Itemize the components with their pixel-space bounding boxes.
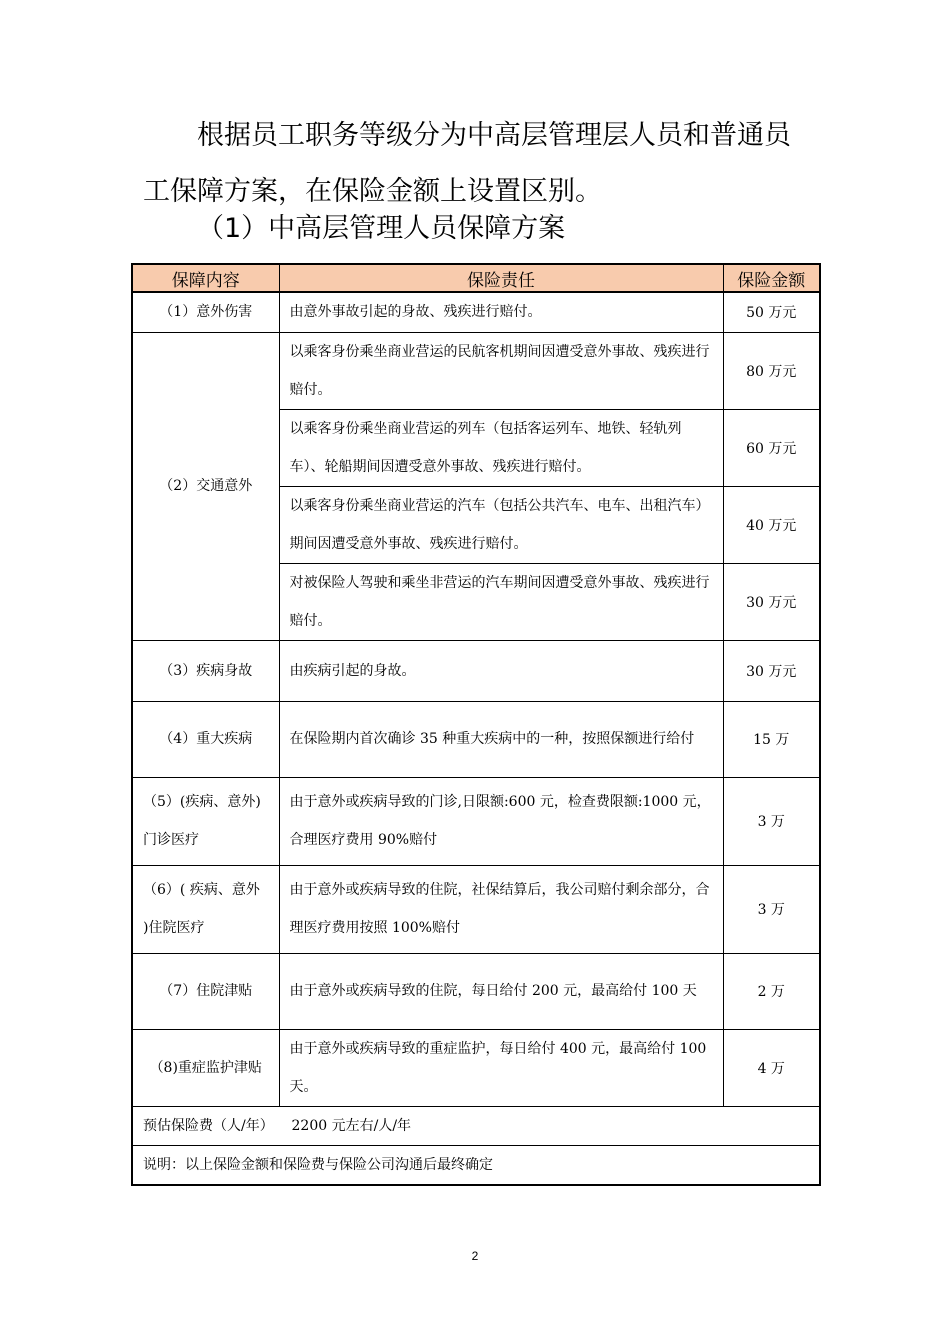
table-row	[132, 640, 820, 701]
header-amount: 保险金额	[723, 264, 820, 292]
amount-cell: 30 万元	[723, 640, 820, 701]
liability-cell: 由于意外或疾病导致的重症监护，每日给付 400 元，最高给付 100 天。	[279, 1029, 723, 1106]
header-coverage-item: 保障内容	[132, 264, 279, 292]
intro-text: 根据员工职务等级分为中高层管理层人员和普通员工保障方案，在保险金额上设置区别。	[143, 120, 791, 207]
liability-cell: 由于意外或疾病导致的住院，社保结算后，我公司赔付剩余部分，合理医疗费用按照 100%赔付	[279, 865, 723, 953]
amount-cell: 80 万元	[723, 332, 820, 409]
liability-cell: 以乘客身份乘坐商业营运的汽车（包括公共汽车、电车、出租汽车）期间因遭受意外事故、残疾进行赔付。	[279, 486, 723, 563]
item-cell: （2）交通意外	[132, 332, 279, 640]
premium-row	[132, 1106, 820, 1145]
item-cell: （1）意外伤害	[132, 292, 279, 332]
table-header-row	[132, 264, 820, 292]
item-cell: （3）疾病身故	[132, 640, 279, 701]
amount-cell: 40 万元	[723, 486, 820, 563]
page-number: 2	[471, 1249, 479, 1263]
table-row	[132, 332, 820, 409]
table-row	[132, 701, 820, 777]
item-cell: （4）重大疾病	[132, 701, 279, 777]
amount-cell: 4 万	[723, 1029, 820, 1106]
amount-cell: 3 万	[723, 777, 820, 865]
item-cell: （5）(疾病、意外)门诊医疗	[132, 777, 279, 865]
liability-cell: 由于意外或疾病导致的门诊,日限额:600 元，检查费限额:1000 元，合理医疗费用 90%赔付	[279, 777, 723, 865]
liability-cell: 由于意外或疾病导致的住院，每日给付 200 元，最高给付 100 天	[279, 953, 723, 1029]
table-row	[132, 865, 820, 953]
liability-cell: 由疾病引起的身故。	[279, 640, 723, 701]
item-cell: （6）( 疾病、意外 )住院医疗	[132, 865, 279, 953]
liability-cell: 以乘客身份乘坐商业营运的列车（包括客运列车、地铁、轻轨列车）、轮船期间因遭受意外事故、残疾进行赔付。	[279, 409, 723, 486]
liability-cell: 在保险期内首次确诊 35 种重大疾病中的一种，按照保额进行给付	[279, 701, 723, 777]
amount-cell: 60 万元	[723, 409, 820, 486]
amount-cell: 3 万	[723, 865, 820, 953]
amount-cell: 15 万	[723, 701, 820, 777]
liability-cell: 以乘客身份乘坐商业营运的民航客机期间因遭受意外事故、残疾进行赔付。	[279, 332, 723, 409]
note-cell: 说明：以上保险金额和保险费与保险公司沟通后最终确定	[132, 1145, 820, 1185]
header-liability: 保险责任	[279, 264, 723, 292]
liability-cell: 由意外事故引起的身故、残疾进行赔付。	[279, 292, 723, 332]
item-cell: （8)重症监护津贴	[132, 1029, 279, 1106]
item-cell: （7）住院津贴	[132, 953, 279, 1029]
table-row	[132, 1029, 820, 1106]
table-row	[132, 953, 820, 1029]
table-row	[132, 292, 820, 332]
coverage-table	[131, 263, 821, 1186]
premium-cell: 预估保险费（人/年） 2200 元左右/人/年	[132, 1106, 820, 1145]
liability-cell: 对被保险人驾驶和乘坐非营运的汽车期间因遭受意外事故、残疾进行赔付。	[279, 563, 723, 640]
amount-cell: 2 万	[723, 953, 820, 1029]
note-row	[132, 1145, 820, 1185]
intro-paragraph	[143, 108, 803, 220]
section-subheading: （1）中高层管理人员保障方案	[197, 213, 566, 244]
amount-cell: 30 万元	[723, 563, 820, 640]
table-row	[132, 777, 820, 865]
amount-cell: 50 万元	[723, 292, 820, 332]
